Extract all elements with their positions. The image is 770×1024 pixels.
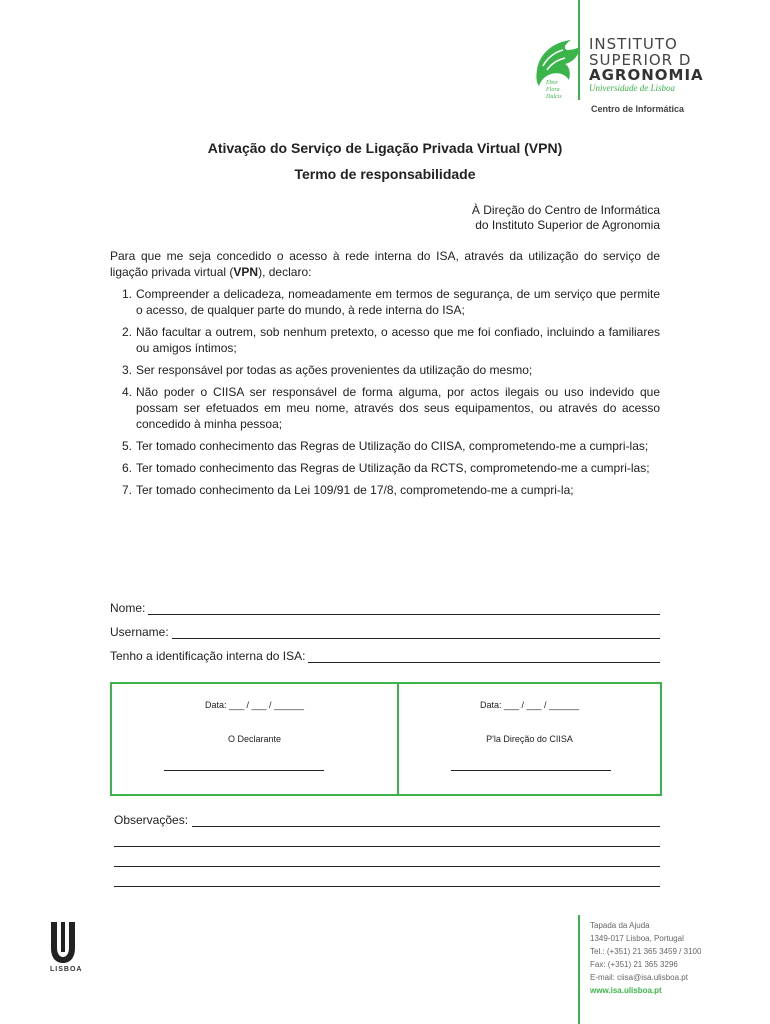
footer-website-link[interactable]: www.isa.ulisboa.pt (590, 986, 662, 995)
list-item: 5. Ter tomado conhecimento das Regras de Utilização do CIISA, comprometendo-me a cumpri-las; (121, 439, 649, 453)
observations-label: Observações: (114, 813, 192, 827)
footer-divider (578, 915, 580, 1024)
list-item: 6. Ter tomado conhecimento das Regras de Utilização da RCTS, comprometendo-me a cumpri-las; (121, 461, 650, 475)
footer-address-2: 1349-017 Lisboa, Portugal (590, 934, 684, 943)
declarant-date[interactable]: Data: ___ / ___ / ______ (204, 700, 305, 710)
ulisboa-wordmark: LISBOA (50, 966, 83, 973)
isa-id-input-line[interactable] (308, 650, 660, 663)
declaration-list (110, 286, 660, 504)
username-label: Username: (110, 625, 169, 639)
declarant-signature-area (112, 684, 397, 794)
direction-signature-area (399, 684, 660, 794)
institute-name-line3: AGRONOMIA (589, 66, 704, 84)
username-field[interactable] (110, 625, 660, 639)
direction-signature-line[interactable] (451, 770, 611, 771)
signature-box (110, 682, 662, 796)
addressee-line2: do Instituto Superior de Agronomia (475, 218, 660, 232)
observations-line-3[interactable] (114, 866, 660, 867)
observations-line-1[interactable] (114, 826, 660, 827)
footer-contact (590, 919, 701, 997)
list-item: 2. Não facultar a outrem, sob nenhum pretexto, o acesso que me foi confiado, incluindo a familiares ou amigos íntimos; (121, 325, 660, 355)
institute-name-line1: INSTITUTO (589, 35, 678, 53)
ulisboa-logo-icon (48, 920, 78, 964)
department-name: Centro de Informática (591, 104, 685, 114)
document-title: Ativação do Serviço de Ligação Privada Virtual (VPN) (207, 140, 563, 156)
intro-paragraph: Para que me seja concedido o acesso à rede interna do ISA, através da utilização do serviço de ligação privada virtual (VPN), declaro: (110, 249, 660, 279)
declarant-role: O Declarante (227, 734, 282, 744)
declarant-signature-line[interactable] (164, 770, 324, 771)
list-item: 4. Não poder o CIISA ser responsável de forma alguma, por actos ilegais ou uso indevido que possam ser efetuados em meu nome, através dos seus equipamentos, ou através do acesso concedido à minha pessoa; (121, 385, 660, 431)
university-name: Universidade de Lisboa (589, 83, 675, 93)
footer-fax: Fax: (+351) 21 365 3296 (590, 960, 678, 969)
institute-name-line2: SUPERIOR D (589, 51, 692, 69)
addressee-line1: À Direção do Centro de Informática (471, 203, 660, 217)
direction-date[interactable]: Data: ___ / ___ / ______ (479, 700, 580, 710)
name-field[interactable] (110, 601, 660, 615)
footer-email[interactable]: E-mail: ciisa@isa.ulisboa.pt (590, 973, 688, 982)
username-input-line[interactable] (172, 626, 660, 639)
isa-id-field[interactable] (110, 649, 660, 663)
name-label: Nome: (110, 601, 146, 615)
direction-role: P'la Direção do CIISA (486, 734, 573, 744)
list-item: 1. Compreender a delicadeza, nomeadamente em termos de segurança, de um serviço que permite o acesso, de qualquer parte do mundo, à rede interna do ISA; (121, 287, 660, 317)
isa-id-label: Tenho a identificação interna do ISA: (110, 649, 306, 663)
observations-line-4[interactable] (114, 886, 660, 887)
logo-motto: Ebor Flora Dulcis (546, 80, 562, 100)
observations-line-2[interactable] (114, 846, 660, 847)
list-item: 7. Ter tomado conhecimento da Lei 109/91 de 17/8, comprometendo-me a cumpri-la; (121, 483, 574, 497)
footer-address-1: Tapada da Ajuda (590, 921, 650, 930)
footer-phone: Tel.: (+351) 21 365 3459 / 3100 (590, 947, 702, 956)
list-item: 3. Ser responsável por todas as ações provenientes da utilização do mesmo; (121, 363, 533, 377)
document-subtitle: Termo de responsabilidade (294, 166, 476, 182)
name-input-line[interactable] (148, 602, 660, 615)
